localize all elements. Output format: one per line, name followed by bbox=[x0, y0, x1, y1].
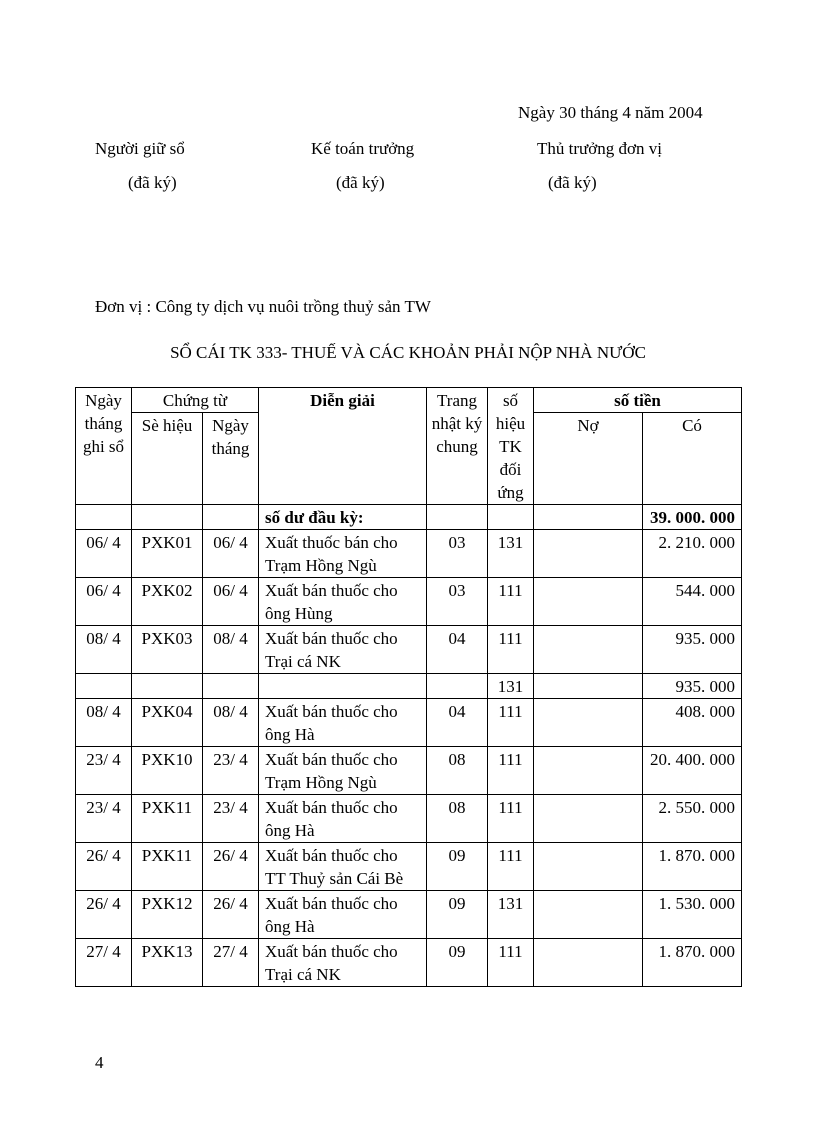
row-description: Xuất bán thuốc cho ông Hà bbox=[259, 795, 427, 843]
row-voucher-no: PXK13 bbox=[132, 939, 203, 987]
row-description: Xuất bán thuốc cho Trại cá NK bbox=[259, 626, 427, 674]
header-amount: số tiền bbox=[534, 388, 742, 413]
row-date: 27/ 4 bbox=[76, 939, 132, 987]
row-voucher-date: 23/ 4 bbox=[203, 747, 259, 795]
ledger-title: SỔ CÁI TK 333- THUẾ VÀ CÁC KHOẢN PHẢI NỘP NHÀ NƯỚC bbox=[170, 343, 646, 362]
row-description bbox=[259, 674, 427, 699]
row-voucher-date: 08/ 4 bbox=[203, 699, 259, 747]
header-voucher-date: Ngày tháng bbox=[203, 413, 259, 505]
row-voucher-no: PXK02 bbox=[132, 578, 203, 626]
header-date: Ngày tháng ghi sổ bbox=[76, 388, 132, 505]
row-debit bbox=[534, 626, 643, 674]
signature-title-chief-accountant: Kế toán trưởng bbox=[311, 139, 415, 158]
row-journal-page: 03 bbox=[427, 578, 488, 626]
row-account: 111 bbox=[488, 795, 534, 843]
row-description: Xuất bán thuốc cho TT Thuỷ sản Cái Bè bbox=[259, 843, 427, 891]
opening-balance-credit: 39. 000. 000 bbox=[643, 505, 742, 530]
row-voucher-date: 23/ 4 bbox=[203, 795, 259, 843]
row-debit bbox=[534, 699, 643, 747]
row-debit bbox=[534, 939, 643, 987]
row-account: 111 bbox=[488, 939, 534, 987]
table-row bbox=[76, 578, 742, 626]
row-voucher-no bbox=[132, 674, 203, 699]
row-date: 26/ 4 bbox=[76, 843, 132, 891]
header-account: số hiệu TK đối ứng bbox=[488, 388, 534, 505]
header-journal-page: Trang nhật ký chung bbox=[427, 388, 488, 505]
table-row bbox=[76, 699, 742, 747]
opening-balance-label: số dư đầu kỳ: bbox=[259, 505, 427, 530]
row-account: 111 bbox=[488, 578, 534, 626]
row-credit: 1. 530. 000 bbox=[643, 891, 742, 939]
row-credit: 1. 870. 000 bbox=[643, 843, 742, 891]
row-account: 111 bbox=[488, 843, 534, 891]
signature-status-unit-head: (đã ký) bbox=[548, 173, 597, 192]
header-voucher-no: Sè hiệu bbox=[132, 413, 203, 505]
row-voucher-date: 26/ 4 bbox=[203, 891, 259, 939]
row-voucher-date: 06/ 4 bbox=[203, 530, 259, 578]
row-voucher-no: PXK01 bbox=[132, 530, 203, 578]
row-description: Xuất bán thuốc cho ông Hùng bbox=[259, 578, 427, 626]
table-row bbox=[76, 626, 742, 674]
table-row bbox=[76, 939, 742, 987]
row-date: 08/ 4 bbox=[76, 626, 132, 674]
row-journal-page: 04 bbox=[427, 626, 488, 674]
row-credit: 1. 870. 000 bbox=[643, 939, 742, 987]
row-voucher-date: 06/ 4 bbox=[203, 578, 259, 626]
row-account: 131 bbox=[488, 891, 534, 939]
header-credit: Có bbox=[643, 413, 742, 505]
row-voucher-date: 27/ 4 bbox=[203, 939, 259, 987]
row-account: 111 bbox=[488, 747, 534, 795]
row-description: Xuất bán thuốc cho ông Hà bbox=[259, 891, 427, 939]
signature-status-bookkeeper: (đã ký) bbox=[128, 173, 177, 192]
row-credit: 935. 000 bbox=[643, 674, 742, 699]
row-account: 131 bbox=[488, 530, 534, 578]
row-description: Xuất bán thuốc cho Trại cá NK bbox=[259, 939, 427, 987]
row-voucher-date: 26/ 4 bbox=[203, 843, 259, 891]
row-account: 111 bbox=[488, 699, 534, 747]
row-journal-page: 08 bbox=[427, 795, 488, 843]
opening-balance-row bbox=[76, 505, 742, 530]
row-description: Xuất bán thuốc cho Trạm Hồng Ngù bbox=[259, 747, 427, 795]
row-voucher-no: PXK11 bbox=[132, 843, 203, 891]
row-date: 23/ 4 bbox=[76, 747, 132, 795]
row-debit bbox=[534, 795, 643, 843]
signature-title-bookkeeper: Người giữ sổ bbox=[95, 139, 185, 158]
row-credit: 2. 550. 000 bbox=[643, 795, 742, 843]
report-date: Ngày 30 tháng 4 năm 2004 bbox=[518, 103, 703, 122]
row-journal-page: 09 bbox=[427, 843, 488, 891]
row-voucher-no: PXK10 bbox=[132, 747, 203, 795]
table-row bbox=[76, 530, 742, 578]
row-debit bbox=[534, 674, 643, 699]
row-debit bbox=[534, 578, 643, 626]
table-row bbox=[76, 795, 742, 843]
row-voucher-no: PXK12 bbox=[132, 891, 203, 939]
row-voucher-date bbox=[203, 674, 259, 699]
row-journal-page: 08 bbox=[427, 747, 488, 795]
page-number: 4 bbox=[95, 1053, 104, 1072]
row-date: 06/ 4 bbox=[76, 578, 132, 626]
row-journal-page: 03 bbox=[427, 530, 488, 578]
header-voucher: Chứng từ bbox=[132, 388, 259, 413]
row-credit: 2. 210. 000 bbox=[643, 530, 742, 578]
row-debit bbox=[534, 530, 643, 578]
table-row bbox=[76, 843, 742, 891]
table-row bbox=[76, 747, 742, 795]
row-credit: 20. 400. 000 bbox=[643, 747, 742, 795]
signature-title-unit-head: Thủ trưởng đơn vị bbox=[537, 139, 662, 158]
row-voucher-no: PXK11 bbox=[132, 795, 203, 843]
row-description: Xuất bán thuốc cho ông Hà bbox=[259, 699, 427, 747]
row-debit bbox=[534, 891, 643, 939]
table-row bbox=[76, 674, 742, 699]
row-description: Xuất thuốc bán cho Trạm Hồng Ngù bbox=[259, 530, 427, 578]
row-date: 23/ 4 bbox=[76, 795, 132, 843]
row-debit bbox=[534, 843, 643, 891]
row-credit: 408. 000 bbox=[643, 699, 742, 747]
unit-name: Đơn vị : Công ty dịch vụ nuôi trồng thuỷ sản TW bbox=[95, 297, 431, 316]
row-date bbox=[76, 674, 132, 699]
row-voucher-no: PXK04 bbox=[132, 699, 203, 747]
row-credit: 935. 000 bbox=[643, 626, 742, 674]
row-credit: 544. 000 bbox=[643, 578, 742, 626]
row-journal-page bbox=[427, 674, 488, 699]
row-voucher-no: PXK03 bbox=[132, 626, 203, 674]
row-date: 26/ 4 bbox=[76, 891, 132, 939]
row-account: 131 bbox=[488, 674, 534, 699]
header-description: Diễn giải bbox=[259, 388, 427, 505]
row-debit bbox=[534, 747, 643, 795]
row-journal-page: 09 bbox=[427, 891, 488, 939]
row-account: 111 bbox=[488, 626, 534, 674]
row-date: 08/ 4 bbox=[76, 699, 132, 747]
row-journal-page: 09 bbox=[427, 939, 488, 987]
ledger-table bbox=[75, 387, 742, 987]
signature-status-chief-accountant: (đã ký) bbox=[336, 173, 385, 192]
table-row bbox=[76, 891, 742, 939]
row-voucher-date: 08/ 4 bbox=[203, 626, 259, 674]
header-debit: Nợ bbox=[534, 413, 643, 505]
row-date: 06/ 4 bbox=[76, 530, 132, 578]
row-journal-page: 04 bbox=[427, 699, 488, 747]
